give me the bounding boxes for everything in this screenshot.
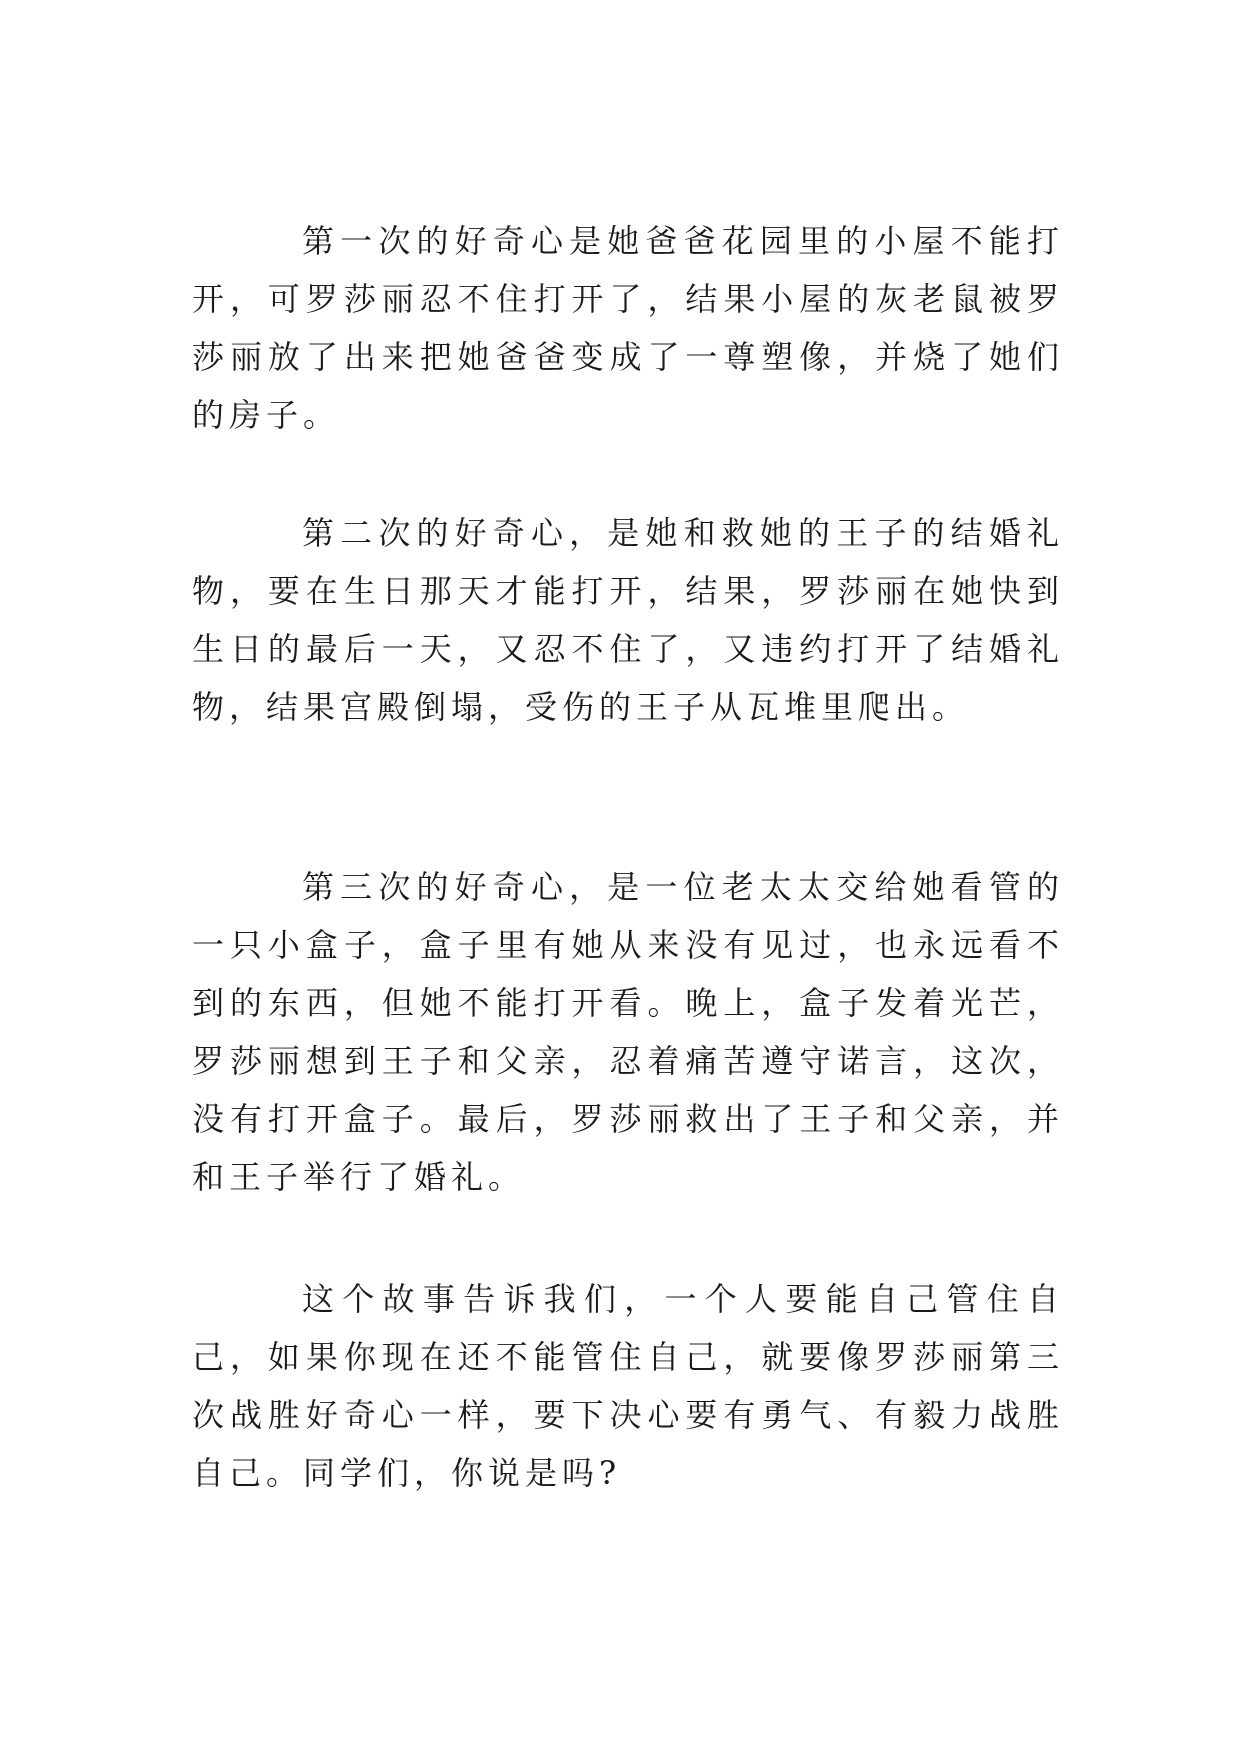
- paragraph-second-curiosity: 第二次的好奇心，是她和救她的王子的结婚礼物，要在生日那天才能打开，结果，罗莎丽在她快到生日的最后一天，又忍不住了，又违约打开了结婚礼物，结果宫殿倒塌，受伤的王子从瓦堆里爬出。: [192, 514, 1064, 726]
- paragraph-moral: 这个故事告诉我们，一个人要能自己管住自己，如果你现在还不能管住自己，就要像罗莎丽第三次战胜好奇心一样，要下决心要有勇气、有毅力战胜自己。同学们，你说是吗?: [192, 1280, 1064, 1492]
- paragraph-first-curiosity: 第一次的好奇心是她爸爸花园里的小屋不能打开，可罗莎丽忍不住打开了，结果小屋的灰老鼠被罗莎丽放了出来把她爸爸变成了一尊塑像，并烧了她们的房子。: [192, 222, 1064, 434]
- paragraph-third-curiosity: 第三次的好奇心，是一位老太太交给她看管的一只小盒子，盒子里有她从来没有见过，也永远看不到的东西，但她不能打开看。晚上，盒子发着光芒，罗莎丽想到王子和父亲，忍着痛苦遵守诺言，这次，没有打开盒子。最后，罗莎丽救出了王子和父亲，并和王子举行了婚礼。: [192, 868, 1064, 1196]
